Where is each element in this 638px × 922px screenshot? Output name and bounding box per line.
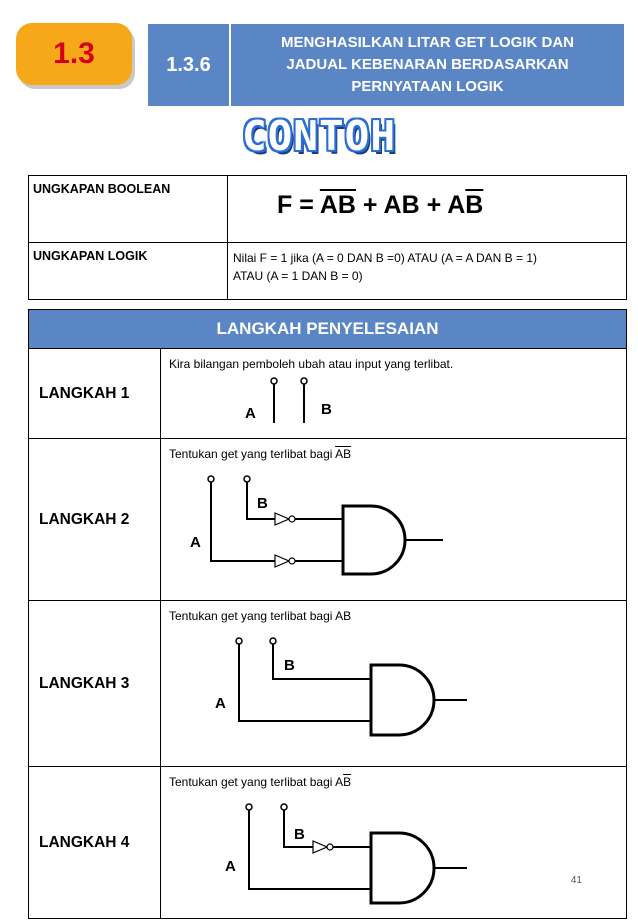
step-2-circuit: [161, 463, 626, 595]
steps-table: [28, 309, 627, 919]
step-4-desc: Tentukan get yang terlibat bagi $A\overline{B}$: [169, 775, 352, 789]
step-1-inputs-diagram: [161, 373, 626, 433]
step-1-content: [161, 349, 627, 439]
expr-term-1: $\overline{AB}$: [319, 191, 356, 219]
title-line-1: MENGHASILKAN LITAR GET LOGIK DAN: [280, 34, 575, 51]
logic-label: UNGKAPAN LOGIK: [29, 243, 228, 300]
step-1-desc: Kira bilangan pemboleh ubah atau input yang terlibat.: [169, 357, 454, 371]
input-b-label: B: [294, 826, 305, 843]
step-4-circuit: [161, 791, 626, 913]
boolean-expression: [229, 177, 625, 227]
input-b-label: B: [321, 401, 332, 418]
step-4-content: [161, 767, 627, 919]
step-2-desc: Tentukan get yang terlibat bagi $\overline{AB}$: [169, 447, 352, 461]
input-a-label: A: [215, 695, 226, 712]
section-number: 1.3: [53, 37, 95, 70]
contoh-banner: CONTOH: [241, 112, 397, 160]
input-b-label: B: [284, 657, 295, 674]
expression-table: [28, 175, 627, 300]
step-1-label: LANGKAH 1: [29, 349, 161, 439]
section-badge: [16, 23, 132, 85]
and-gate-icon: [371, 833, 434, 903]
and-gate-icon: [343, 506, 405, 574]
not-gate-b-icon: [313, 841, 327, 853]
steps-header: LANGKAH PENYELESAIAN: [29, 310, 627, 349]
subsection-code: 1.3.6: [148, 24, 229, 106]
subsection-title: [231, 24, 624, 106]
and-gate-icon: [371, 665, 434, 735]
title-line-3: PERNYATAAN LOGIK: [351, 78, 504, 95]
boolean-label: UNGKAPAN BOOLEAN: [29, 176, 228, 243]
step-3-label: LANGKAH 3: [29, 601, 161, 767]
input-b-label: B: [257, 495, 268, 512]
step-2-label: LANGKAH 2: [29, 439, 161, 601]
step-2-content: [161, 439, 627, 601]
title-line-2: JADUAL KEBENARAN BERDASARKAN: [286, 56, 569, 73]
boolean-expression-cell: [228, 176, 627, 243]
page-number: 41: [570, 875, 582, 886]
expr-term-3a: A: [447, 191, 466, 219]
expr-term-3b: $\overline{B}$: [465, 191, 484, 219]
logic-line-2: ATAU (A = 1 DAN B = 0): [233, 269, 363, 283]
not-gate-b-icon: [275, 513, 289, 525]
logic-expression: [228, 243, 627, 300]
expr-plus: + AB +: [355, 191, 448, 219]
input-a-label: A: [245, 405, 256, 422]
step-4-label: LANGKAH 4: [29, 767, 161, 919]
input-a-label: A: [190, 534, 201, 551]
step-3-circuit: [161, 625, 626, 761]
step-3-desc: Tentukan get yang terlibat bagi AB: [169, 609, 352, 623]
step-3-content: [161, 601, 627, 767]
logic-line-1: Nilai F = 1 jika (A = 0 DAN B =0) ATAU (A = A DAN B = 1): [233, 251, 538, 265]
expr-prefix: F =: [277, 191, 320, 219]
input-a-label: A: [225, 858, 236, 875]
not-gate-a-icon: [275, 555, 289, 567]
